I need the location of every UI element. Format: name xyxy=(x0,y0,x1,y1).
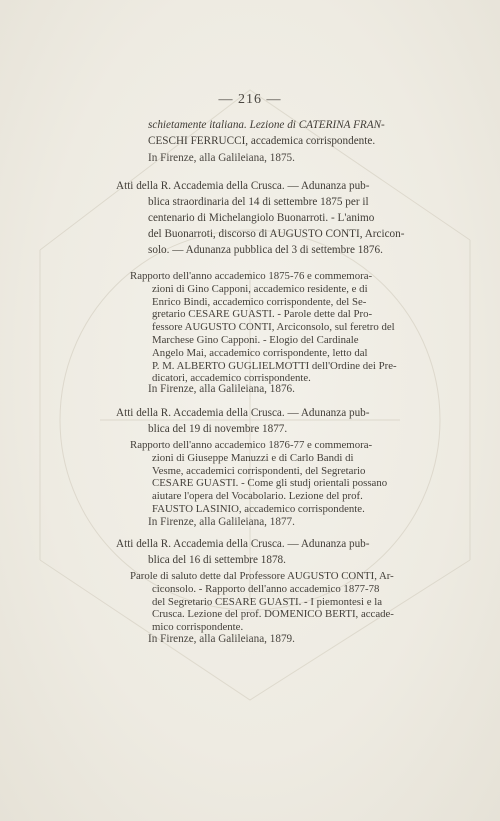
text-line: schietamente italiana. Lezione di CATERINA FRAN- xyxy=(148,119,385,131)
content-line: Rapporto dell'anno accademico 1875-76 e commemora- xyxy=(130,270,373,282)
entry-1876-heading xyxy=(116,178,410,258)
text-line: CESCHI FERRUCCI, accademica corrispondente. xyxy=(148,134,376,147)
content-line: CESARE GUASTI. - Come gli studj orientali possano xyxy=(152,477,388,490)
heading-line: Atti della R. Accademia della Crusca. — Adunanza pub- xyxy=(116,538,370,550)
content-line: Vesme, accademici corrispondenti, del Segretario xyxy=(152,464,366,477)
content-line: Angelo Mai, accademico corrispondente, letto dal xyxy=(152,346,368,359)
content-line: FAUSTO LASINIO, accademico corrispondente. xyxy=(152,502,365,515)
heading-line: solo. — Adunanza pubblica del 3 di settembre 1876. xyxy=(148,244,383,256)
heading-line: del Buonarroti, discorso di AUGUSTO CONTI, Arcicon- xyxy=(148,228,405,240)
heading-line: blica del 16 di settembre 1878. xyxy=(148,554,286,566)
imprint-1875: In Firenze, alla Galileiana, 1875. xyxy=(148,152,295,164)
entry-1879-heading xyxy=(116,536,410,568)
content-line: Rapporto dell'anno accademico 1876-77 e commemora- xyxy=(130,439,373,451)
top-continuation xyxy=(118,118,408,149)
content-line: del Segretario CESARE GUASTI. - I piemontesi e la xyxy=(152,595,382,608)
content-line: mico corrispondente. xyxy=(152,621,244,634)
content-line: Crusca. Lezione del prof. DOMENICO BERTI, accade- xyxy=(152,608,394,621)
page-number: — 216 — xyxy=(218,92,282,107)
entry-1876-content xyxy=(130,270,410,385)
content-line: aiutare l'opera del Vocabolario. Lezione del prof. xyxy=(152,490,363,503)
imprint-1877: In Firenze, alla Galileiana, 1877. xyxy=(148,516,295,528)
content-line: Parole di saluto dette dal Professore AUGUSTO CONTI, Ar- xyxy=(130,570,394,582)
entry-1877-heading xyxy=(116,405,410,437)
heading-line: centenario di Michelangiolo Buonarroti. - L'animo xyxy=(148,212,375,224)
content-line: dicatori, accademico corrispondente. xyxy=(152,372,311,385)
content-line: zioni di Giuseppe Manuzzi e di Carlo Bandi di xyxy=(152,451,354,464)
content-line: zioni di Gino Capponi, accademico residente, e di xyxy=(152,282,368,295)
entry-1877-content xyxy=(130,439,410,516)
imprint-1876: In Firenze, alla Galileiana, 1876. xyxy=(148,383,295,395)
content-line: Marchese Gino Capponi. - Elogio del Cardinale xyxy=(152,333,359,346)
content-line: ciconsolo. - Rapporto dell'anno accademico 1877-78 xyxy=(152,582,380,595)
content-line: gretario CESARE GUASTI. - Parole dette dal Pro- xyxy=(152,308,373,321)
content-line: fessore AUGUSTO CONTI, Arciconsolo, sul feretro del xyxy=(152,321,395,334)
heading-line: blica del 19 di novembre 1877. xyxy=(148,423,288,435)
heading-line: blica straordinaria del 14 di settembre 1875 per il xyxy=(148,196,369,208)
content-line: Enrico Bindi, accademico corrispondente, del Se- xyxy=(152,295,367,308)
heading-line: Atti della R. Accademia della Crusca. — Adunanza pub- xyxy=(116,407,370,419)
heading-line: Atti della R. Accademia della Crusca. — Adunanza pub- xyxy=(116,180,370,192)
imprint-1879: In Firenze, alla Galileiana, 1879. xyxy=(148,633,295,645)
content-line: P. M. ALBERTO GUGLIELMOTTI dell'Ordine dei Pre- xyxy=(152,359,397,372)
entry-1879-content xyxy=(130,570,410,634)
